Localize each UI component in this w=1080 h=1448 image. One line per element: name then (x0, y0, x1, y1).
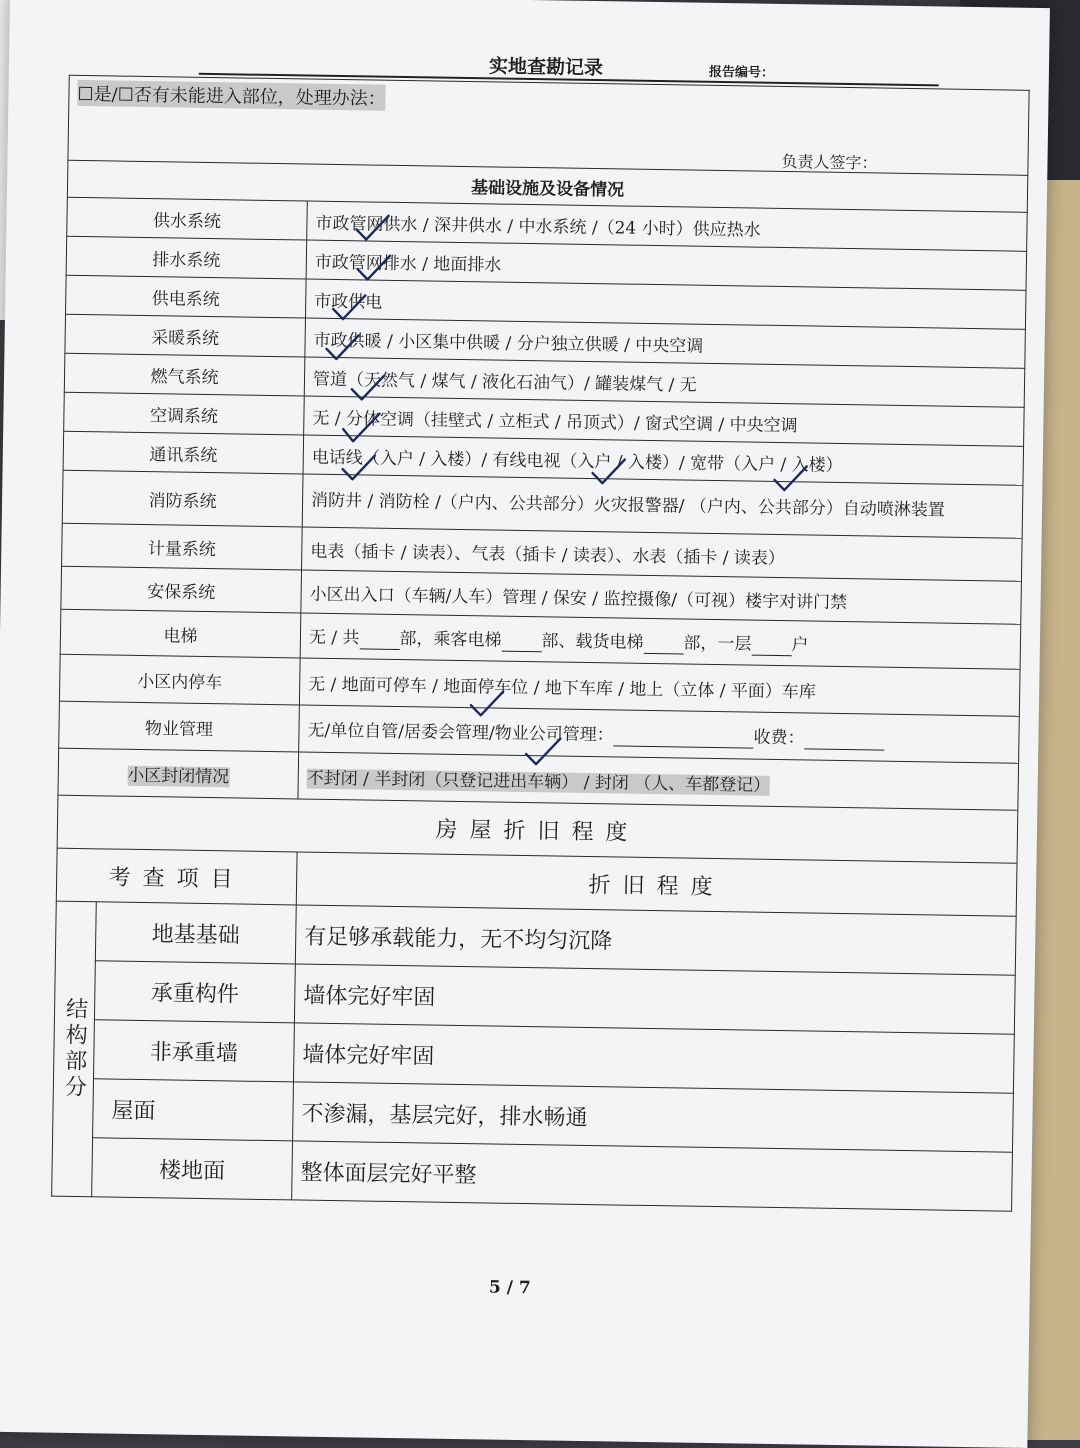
closure-label: 小区封闭情况 (127, 765, 230, 787)
document-title: 实地查勘记录 (488, 55, 604, 80)
structure-group-label: 结构部分 (52, 901, 97, 1197)
row-value: 电话线（入户 / 入楼）/ 有线电视（入户 / 入楼）/ 宽带（入户 / 入楼） (303, 435, 1024, 485)
elevator-text: 部，一层 (683, 633, 752, 655)
row-value: 市政管网供水 / 深井供水 / 中水系统 /（24 小时）供应热水 (307, 201, 1028, 251)
degree-value: 有足够承载能力，无不均匀沉降 (295, 905, 1016, 975)
row-label: 排水系统 (66, 236, 307, 279)
blank-line (751, 635, 791, 657)
degree-value: 不渗漏，基层完好，排水畅通 (293, 1082, 1014, 1152)
blank-line (501, 631, 541, 653)
elevator-text: 户 (791, 635, 809, 656)
elevator-text: 部、载货电梯 (541, 631, 644, 653)
row-label: 燃气系统 (64, 353, 305, 396)
row-label: 安保系统 (61, 566, 302, 613)
item-label: 屋面 (93, 1079, 294, 1141)
row-label: 通讯系统 (63, 431, 304, 474)
row-value: 小区出入口（车辆/人车）管理 / 保安 / 监控摄像/（可视）楼宇对讲门禁 (301, 570, 1022, 624)
row-value: 无 / 地面可停车 / 地面停车位 / 地下车库 / 地上（立体 / 平面）车库 (299, 658, 1020, 716)
item-label: 地基基础 (95, 902, 296, 964)
blank-line (359, 628, 399, 650)
row-value: 市政供电 (305, 279, 1026, 329)
report-number-label: 报告编号： (708, 64, 775, 81)
row-label: 物业管理 (59, 701, 300, 752)
property-text: 收费： (753, 727, 805, 749)
blank-line (613, 725, 753, 748)
blank-line (643, 633, 683, 655)
row-value: 市政供暖 / 小区集中供暖 / 分户独立供暖 / 中央空调 (305, 318, 1026, 368)
depreciation-section-title: 房屋折旧程度 (57, 795, 1018, 863)
row-value: 市政管网排水 / 地面排水 (306, 240, 1027, 290)
infra-section-title: 基础设施及设备情况 (67, 160, 1027, 212)
row-label: 小区内停车 (59, 654, 300, 705)
note-row (68, 75, 1029, 175)
degree-value: 墙体完好牢固 (293, 1023, 1014, 1093)
row-label (58, 748, 299, 799)
row-label: 采暖系统 (65, 314, 306, 357)
row-label: 电梯 (60, 609, 301, 658)
elevator-text: 部，乘客电梯 (399, 629, 502, 651)
row-value: 电表（插卡 / 读表）、气表（插卡 / 读表）、水表（插卡 / 读表） (302, 527, 1023, 581)
signature-label: 负责人签字： (781, 151, 878, 173)
blank-line (804, 728, 884, 750)
survey-table (51, 75, 1030, 1212)
item-label: 承重构件 (94, 961, 295, 1023)
row-label: 计量系统 (62, 523, 303, 570)
row-label: 消防系统 (62, 470, 303, 527)
item-label: 非承重墙 (94, 1020, 295, 1082)
item-label: 楼地面 (92, 1138, 293, 1200)
property-text: 无/单位自管/居委会管理/物业公司管理： (307, 720, 614, 746)
row-value: 无 / 分体空调（挂壁式 / 立柜式 / 吊顶式）/ 窗式空调 / 中央空调 (304, 396, 1025, 446)
row-label: 供电系统 (66, 275, 307, 318)
closure-value: 不封闭 / 半封闭（只登记进出车辆） / 封闭 （人、车都登记） (306, 768, 771, 796)
degree-value: 墙体完好牢固 (294, 964, 1015, 1034)
column-header-item: 考查项目 (56, 848, 297, 905)
column-header-degree: 折旧程度 (296, 852, 1017, 916)
page-number: 5 / 7 (488, 1277, 531, 1299)
note-cell (68, 75, 1029, 175)
row-value: 管道（天然气 / 煤气 / 液化石油气）/ 罐装煤气 / 无 (304, 357, 1025, 407)
degree-value: 整体面层完好平整 (292, 1141, 1013, 1211)
inaccessible-question: ☐是/☐否有未能进入部位，处理办法： (77, 80, 386, 111)
elevator-text: 无 / 共 (308, 627, 360, 649)
row-label: 空调系统 (64, 392, 305, 435)
row-label: 供水系统 (67, 197, 308, 240)
row-value: 消防井 / 消防栓 /（户内、公共部分）火灾报警器/ （户内、公共部分）自动喷淋装置 (302, 474, 1023, 538)
